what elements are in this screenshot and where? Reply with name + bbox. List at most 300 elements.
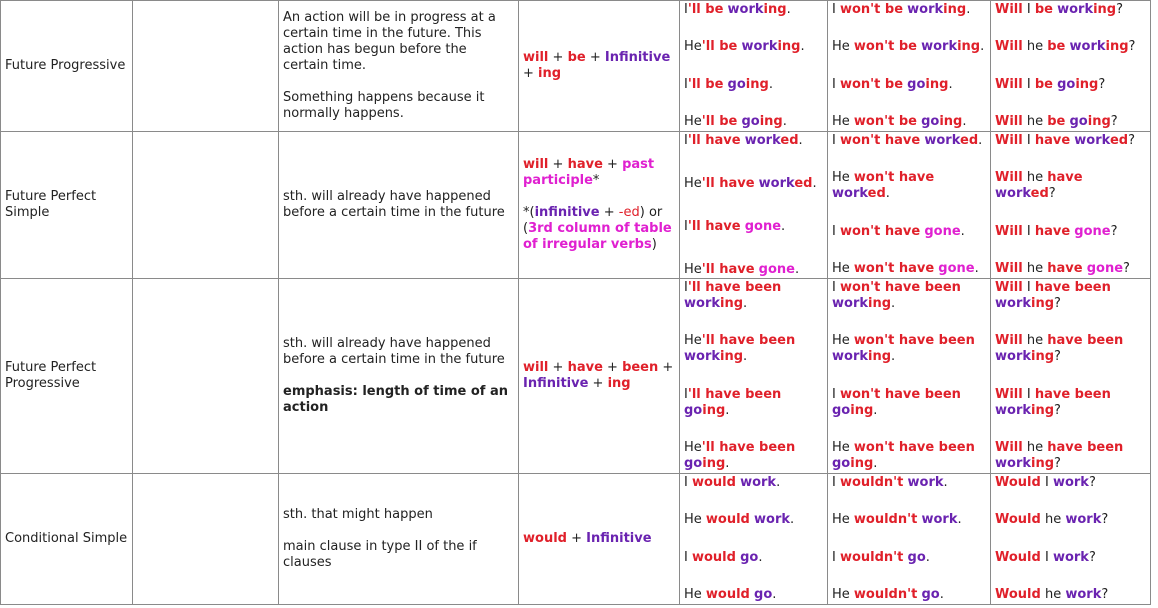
text-segment: He xyxy=(684,512,706,528)
text-line xyxy=(684,77,823,93)
text-segment: go xyxy=(754,587,773,603)
text-segment: I xyxy=(832,549,840,565)
text-segment: . xyxy=(925,549,930,565)
text-segment: I xyxy=(684,76,688,92)
text-segment: ing xyxy=(943,1,967,17)
text-segment: won't have been xyxy=(839,279,961,295)
text-segment: + xyxy=(602,360,623,375)
text-segment: An action will be in progress at a certain time in the future. This action has begun before the certain time. xyxy=(283,10,496,73)
text-line xyxy=(832,133,986,149)
text-segment: * xyxy=(592,173,600,188)
text-line xyxy=(832,550,986,566)
text-segment: + xyxy=(599,205,619,220)
text-segment: go xyxy=(921,114,940,130)
text-segment: ing xyxy=(1031,456,1055,472)
text-segment: have been xyxy=(1047,333,1124,349)
text-segment: go xyxy=(832,402,851,418)
text-segment: Will xyxy=(995,132,1023,148)
tense-name xyxy=(1,474,133,605)
text-segment: 'll have been xyxy=(701,333,796,349)
text-line xyxy=(523,360,675,392)
text-segment: would xyxy=(705,512,750,528)
empty-cell xyxy=(133,132,279,279)
text-segment: won't be xyxy=(839,1,904,17)
text-segment: go xyxy=(727,76,746,92)
tense-form xyxy=(519,1,680,132)
text-segment: won't have xyxy=(839,223,921,239)
text-line xyxy=(283,384,514,416)
text-segment: + xyxy=(585,50,605,65)
text-segment: he xyxy=(1040,512,1066,528)
text-segment: ) or ( xyxy=(523,205,663,236)
text-segment: ed xyxy=(867,186,886,202)
text-segment: + xyxy=(548,157,568,172)
text-segment: . xyxy=(786,1,791,17)
empty-cell xyxy=(133,279,279,474)
text-segment: been xyxy=(622,360,659,375)
text-segment: 'll have xyxy=(687,218,741,234)
text-line xyxy=(684,2,823,18)
text-segment: I xyxy=(1022,132,1035,148)
text-line xyxy=(995,512,1146,528)
text-segment: ed xyxy=(780,132,799,148)
text-segment: . xyxy=(743,349,748,365)
text-line xyxy=(684,587,823,603)
text-segment: ing xyxy=(759,114,783,130)
text-segment: be xyxy=(1047,114,1066,130)
text-line xyxy=(995,133,1146,149)
tense-name-text: Future Perfect Simple xyxy=(5,189,97,220)
text-segment: work xyxy=(1052,549,1089,565)
text-segment: ing xyxy=(1093,1,1117,17)
text-segment: . xyxy=(873,456,878,472)
text-segment: work xyxy=(741,39,778,55)
text-segment: ? xyxy=(1054,402,1061,418)
text-segment: work xyxy=(995,186,1031,202)
text-segment: work xyxy=(1057,1,1094,17)
text-segment: be xyxy=(567,50,586,65)
text-segment: ) xyxy=(651,237,657,252)
question-examples xyxy=(991,1,1151,132)
text-line xyxy=(684,133,823,149)
text-segment: I xyxy=(1040,474,1053,490)
text-segment: ing xyxy=(939,114,963,130)
negative-examples xyxy=(828,279,991,474)
text-segment: work xyxy=(1065,512,1102,528)
text-segment: . xyxy=(743,295,748,311)
text-segment: 'll be xyxy=(687,76,724,92)
text-segment: ing xyxy=(850,402,874,418)
text-segment: 'll be xyxy=(687,1,724,17)
text-segment: ing xyxy=(607,376,631,391)
tense-form xyxy=(519,279,680,474)
text-segment: won't be xyxy=(839,76,904,92)
text-segment: 'll have xyxy=(687,132,741,148)
text-segment: Would xyxy=(995,474,1041,490)
text-segment: sth. will already have happened before a certain time in the future xyxy=(283,189,505,220)
text-segment: 'll have been xyxy=(687,386,782,402)
text-line xyxy=(995,587,1146,603)
text-segment: He xyxy=(832,587,854,603)
text-segment: ing xyxy=(957,39,981,55)
text-segment: Infinitive xyxy=(604,50,671,65)
text-segment: ? xyxy=(1101,587,1109,603)
text-segment: infinitive xyxy=(534,205,600,220)
text-segment: I xyxy=(832,132,840,148)
text-segment: go xyxy=(741,114,760,130)
text-segment: . xyxy=(978,132,983,148)
text-segment: ing xyxy=(745,76,769,92)
text-segment: gone xyxy=(924,223,961,239)
text-segment: Will xyxy=(995,223,1023,239)
text-segment: + xyxy=(523,66,539,81)
text-segment: ? xyxy=(1054,295,1061,311)
text-segment: . xyxy=(800,39,805,55)
text-line xyxy=(832,224,986,240)
text-segment: Would xyxy=(995,587,1041,603)
text-segment: Will xyxy=(995,170,1023,186)
text-segment: ing xyxy=(1031,295,1055,311)
text-segment: 'll have been xyxy=(701,440,796,456)
text-line xyxy=(684,387,823,419)
text-line xyxy=(832,39,986,55)
text-segment: go xyxy=(907,76,926,92)
text-segment: go xyxy=(1057,76,1076,92)
text-segment: ing xyxy=(868,349,892,365)
text-segment: work xyxy=(832,295,868,311)
spacer xyxy=(283,74,514,90)
text-segment: + xyxy=(658,360,674,375)
text-segment: main clause in type II of the if clauses xyxy=(283,539,477,570)
text-segment: 'll be xyxy=(701,114,738,130)
text-segment: have xyxy=(1047,261,1083,277)
text-line xyxy=(684,219,823,235)
text-segment: won't have xyxy=(839,132,921,148)
text-segment: . xyxy=(798,132,803,148)
text-segment: work xyxy=(1069,39,1106,55)
text-segment: past participle xyxy=(523,157,655,188)
text-segment: work xyxy=(744,132,781,148)
text-segment: Infinitive xyxy=(586,531,652,546)
tense-form xyxy=(519,132,680,279)
text-segment: I xyxy=(832,474,840,490)
text-segment: ing xyxy=(538,66,562,81)
text-segment: Will xyxy=(995,1,1023,17)
text-line xyxy=(832,170,986,202)
text-segment: won't have xyxy=(853,170,935,186)
question-examples xyxy=(991,474,1151,605)
text-segment: would xyxy=(705,587,750,603)
text-segment: 'll have xyxy=(701,261,755,277)
text-segment: be xyxy=(1034,1,1053,17)
text-line xyxy=(523,205,675,253)
text-segment: ing xyxy=(720,349,744,365)
text-segment: He xyxy=(684,440,702,456)
text-segment: . xyxy=(873,402,878,418)
text-segment: wouldn't xyxy=(853,587,918,603)
text-segment: 3rd column of table of irregular verbs xyxy=(523,221,672,252)
text-segment: Will xyxy=(995,386,1023,402)
text-segment: work xyxy=(740,474,777,490)
tense-name-text: Conditional Simple xyxy=(5,531,128,546)
text-segment: go xyxy=(921,587,940,603)
text-segment: He xyxy=(832,440,854,456)
text-segment: 'll have been xyxy=(687,279,782,295)
text-segment: He xyxy=(832,170,854,186)
text-line xyxy=(995,224,1146,240)
text-line xyxy=(832,2,986,18)
text-line xyxy=(684,176,823,192)
text-segment: I xyxy=(1022,1,1035,17)
text-segment: . xyxy=(957,512,962,528)
table-row xyxy=(1,279,1151,474)
text-line xyxy=(523,531,675,547)
text-segment: ing xyxy=(763,1,787,17)
text-segment: would xyxy=(691,549,736,565)
text-segment: work xyxy=(832,186,868,202)
text-segment: have xyxy=(1034,223,1071,239)
text-segment: work xyxy=(921,512,958,528)
text-segment: have xyxy=(567,360,603,375)
text-segment: . xyxy=(891,349,896,365)
text-segment: He xyxy=(832,114,854,130)
text-segment: be xyxy=(1047,39,1066,55)
text-line xyxy=(832,387,986,419)
text-segment: 'll have xyxy=(701,175,755,191)
text-segment: gone xyxy=(1074,223,1111,239)
text-segment: He xyxy=(684,333,702,349)
text-line xyxy=(995,170,1146,202)
text-segment: wouldn't xyxy=(853,512,918,528)
text-segment: I xyxy=(1022,279,1035,295)
text-segment: ing xyxy=(702,456,726,472)
text-line xyxy=(523,157,675,189)
text-segment: ? xyxy=(1116,1,1124,17)
empty-cell xyxy=(133,474,279,605)
text-line xyxy=(283,336,514,368)
text-segment: have xyxy=(1047,170,1083,186)
text-segment: He xyxy=(832,39,854,55)
text-segment: I xyxy=(1022,223,1035,239)
text-line xyxy=(684,333,823,365)
text-segment: He xyxy=(832,333,854,349)
text-segment: he xyxy=(1022,39,1048,55)
text-segment: 'll be xyxy=(701,39,738,55)
text-segment: I xyxy=(832,1,840,17)
text-segment: wouldn't xyxy=(839,549,904,565)
text-segment: Would xyxy=(995,512,1041,528)
text-segment: work xyxy=(758,175,795,191)
text-segment: ing xyxy=(850,456,874,472)
text-segment: I xyxy=(1040,549,1053,565)
text-line xyxy=(832,512,986,528)
text-segment: ing xyxy=(720,295,744,311)
negative-examples xyxy=(828,1,991,132)
tense-name-text: Future Perfect Progressive xyxy=(5,360,97,391)
spacer xyxy=(283,368,514,384)
text-segment: go xyxy=(740,549,759,565)
text-line xyxy=(995,261,1146,277)
text-segment: ? xyxy=(1128,132,1135,148)
text-segment: ed xyxy=(960,132,979,148)
text-segment: work xyxy=(921,39,958,55)
text-segment: would xyxy=(523,531,567,546)
text-line xyxy=(995,387,1146,419)
text-segment: ing xyxy=(1075,76,1099,92)
text-line xyxy=(832,333,986,365)
text-segment: . xyxy=(974,261,979,277)
text-segment: . xyxy=(725,456,730,472)
question-examples xyxy=(991,132,1151,279)
text-segment: ed xyxy=(794,175,813,191)
text-segment: go xyxy=(1069,114,1088,130)
text-segment: He xyxy=(684,39,702,55)
text-segment: gone xyxy=(744,218,782,234)
text-segment: Will xyxy=(995,279,1023,295)
affirmative-examples xyxy=(680,1,828,132)
text-segment: I xyxy=(1022,386,1035,402)
text-segment: ? xyxy=(1054,349,1061,365)
text-segment: will xyxy=(523,50,549,65)
text-segment: . xyxy=(725,402,730,418)
negative-examples xyxy=(828,474,991,605)
question-examples xyxy=(991,279,1151,474)
text-segment: have been xyxy=(1034,386,1111,402)
text-segment: ? xyxy=(1088,549,1096,565)
text-segment: gone xyxy=(758,261,795,277)
text-segment: Would xyxy=(995,549,1041,565)
text-segment: ? xyxy=(1054,456,1061,472)
text-line xyxy=(995,440,1146,472)
text-segment: . xyxy=(960,223,965,239)
text-line xyxy=(995,280,1146,312)
text-segment: ? xyxy=(1098,76,1106,92)
text-segment: won't have been xyxy=(853,440,975,456)
text-segment: he xyxy=(1022,170,1048,186)
text-segment: I xyxy=(684,386,688,402)
text-line xyxy=(995,550,1146,566)
text-segment: won't have been xyxy=(839,386,961,402)
text-segment: I xyxy=(684,474,692,490)
text-segment: He xyxy=(684,587,706,603)
text-line xyxy=(832,587,986,603)
text-segment: he xyxy=(1040,587,1066,603)
text-segment: will xyxy=(523,157,549,172)
affirmative-examples xyxy=(680,132,828,279)
text-segment: He xyxy=(684,261,702,277)
text-line xyxy=(832,114,986,130)
text-segment: work xyxy=(1065,587,1102,603)
text-segment: Will xyxy=(995,261,1023,277)
text-line xyxy=(995,114,1146,130)
text-segment: I xyxy=(684,218,688,234)
text-segment: ? xyxy=(1110,114,1118,130)
tense-use xyxy=(279,1,519,132)
text-segment: ? xyxy=(1048,186,1056,202)
text-segment: I xyxy=(832,76,840,92)
text-segment: *( xyxy=(523,205,535,220)
text-segment: work xyxy=(684,349,720,365)
text-segment: + xyxy=(548,50,568,65)
text-segment: Will xyxy=(995,39,1023,55)
spacer xyxy=(283,523,514,539)
tense-use xyxy=(279,132,519,279)
text-segment: He xyxy=(832,261,854,277)
text-line xyxy=(832,280,986,312)
text-segment: work xyxy=(995,402,1031,418)
text-segment: ing xyxy=(925,76,949,92)
text-line xyxy=(283,10,514,74)
text-segment: wouldn't xyxy=(839,474,904,490)
text-segment: ing xyxy=(1031,402,1055,418)
text-segment: Infinitive xyxy=(523,376,589,391)
text-segment: . xyxy=(776,474,781,490)
text-segment: ed xyxy=(1109,132,1129,148)
text-segment: ing xyxy=(1087,114,1111,130)
text-segment: won't have xyxy=(853,261,935,277)
tense-name-text: Future Progressive xyxy=(5,58,126,73)
tense-name xyxy=(1,132,133,279)
text-line xyxy=(995,77,1146,93)
text-segment: won't have been xyxy=(853,333,975,349)
text-line xyxy=(832,440,986,472)
text-segment: . xyxy=(768,76,773,92)
text-line xyxy=(684,550,823,566)
text-segment: sth. will already have happened before a certain time in the future xyxy=(283,336,505,367)
text-segment: . xyxy=(794,261,800,277)
text-line xyxy=(995,39,1146,55)
text-segment: work xyxy=(1052,474,1089,490)
text-segment: I xyxy=(832,386,840,402)
text-segment: work xyxy=(907,474,944,490)
text-segment: + xyxy=(602,157,623,172)
text-segment: have been xyxy=(1047,440,1124,456)
text-line xyxy=(684,114,823,130)
text-segment: . xyxy=(790,512,795,528)
text-line xyxy=(684,475,823,491)
text-segment: ? xyxy=(1128,39,1136,55)
text-segment: . xyxy=(948,76,953,92)
text-segment: have been xyxy=(1034,279,1111,295)
text-segment: ing xyxy=(1031,349,1055,365)
text-segment: I xyxy=(684,1,688,17)
affirmative-examples xyxy=(680,474,828,605)
text-segment: He xyxy=(832,512,854,528)
text-segment: emphasis: length of time of an action xyxy=(283,384,508,415)
text-segment: I xyxy=(684,132,688,148)
text-segment: I xyxy=(832,279,840,295)
text-segment: he xyxy=(1022,114,1048,130)
text-line xyxy=(283,507,514,523)
text-segment: + xyxy=(588,376,608,391)
text-segment: work xyxy=(832,349,868,365)
text-segment: ed xyxy=(1030,186,1049,202)
table-row xyxy=(1,132,1151,279)
text-segment: go xyxy=(832,456,851,472)
text-segment: he xyxy=(1022,440,1048,456)
text-segment: . xyxy=(772,587,777,603)
text-segment: gone xyxy=(1086,261,1124,277)
text-line xyxy=(995,2,1146,18)
text-line xyxy=(684,262,823,278)
text-segment: -ed xyxy=(618,205,640,220)
text-segment: + xyxy=(548,360,568,375)
text-segment: won't be xyxy=(853,114,917,130)
text-segment: . xyxy=(782,114,787,130)
text-segment: . xyxy=(966,1,971,17)
text-segment: work xyxy=(1074,132,1110,148)
text-segment: ing xyxy=(868,295,892,311)
